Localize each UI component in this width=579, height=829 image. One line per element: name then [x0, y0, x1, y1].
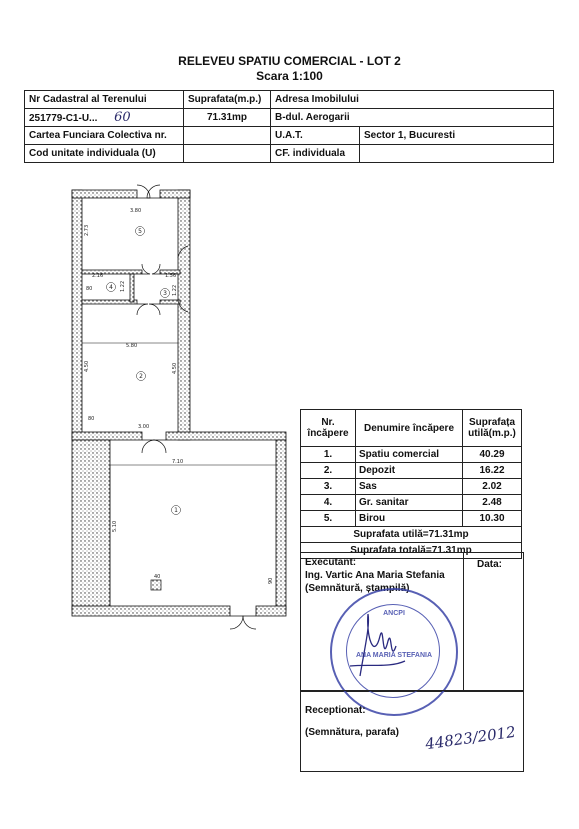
cadastral-value: 251779-C1-U...	[29, 113, 98, 124]
room-marker-2: 2	[139, 373, 143, 380]
unit-label: Cod unitate individuala (U)	[25, 145, 184, 163]
row-nr: 2.	[301, 463, 356, 479]
cf-individual-label: CF. individuala	[271, 145, 360, 163]
col-area-header: Suprafața utilă(m.p.)	[463, 410, 522, 447]
area-label: Suprafata(m.p.)	[184, 91, 271, 109]
area-value: 71.31mp	[184, 109, 271, 127]
room-marker-5: 5	[138, 228, 142, 235]
handwritten-number: 60	[114, 110, 131, 125]
dim-1-56: 1.56	[165, 273, 177, 279]
rooms-table	[300, 409, 522, 559]
unit-value-empty	[184, 145, 271, 163]
executant-label: Executant:	[305, 557, 357, 568]
stamp-text: ANCPI	[383, 610, 405, 617]
date-label: Data:	[477, 559, 503, 570]
dim-2-73: 2.73	[84, 224, 90, 236]
row-area: 16.22	[463, 463, 522, 479]
dim-5-10: 5.10	[112, 520, 118, 532]
dim-3-80: 3.80	[130, 208, 142, 214]
row-nr: 1.	[301, 447, 356, 463]
row-name: Spatiu comercial	[356, 447, 463, 463]
row-nr: 4.	[301, 495, 356, 511]
cadastral-label: Nr Cadastral al Terenului	[25, 91, 184, 109]
row-name: Depozit	[356, 463, 463, 479]
cf-label: Cartea Funciara Colectiva nr.	[25, 127, 184, 145]
document-title: RELEVEU SPATIU COMERCIAL - LOT 2	[178, 54, 401, 68]
dim-7-10: 7.10	[172, 459, 184, 465]
doors	[137, 185, 256, 629]
cf-value-empty	[184, 127, 271, 145]
dim-5-80: 5.80	[126, 343, 138, 349]
dim-1-22: 1.22	[120, 280, 126, 292]
receptionat-sign-note: (Semnătura, parafa)	[305, 727, 399, 738]
floor-plan	[0, 180, 300, 640]
executant-name: Ing. Vartic Ana Maria Stefania	[305, 570, 445, 581]
dim-90: 90	[268, 577, 274, 584]
cf-individual-value-empty	[360, 145, 554, 163]
column	[151, 580, 161, 590]
address-label: Adresa Imobilului	[271, 91, 554, 109]
property-info-table	[24, 90, 554, 163]
table-row	[301, 447, 522, 463]
col-nr-header: Nr. încăpere	[301, 410, 356, 447]
signature-scribble	[340, 606, 410, 686]
uat-label: U.A.T.	[271, 127, 360, 145]
dim-4-50-b: 4.50	[172, 362, 178, 374]
cadastral-value-cell	[25, 109, 184, 127]
handwritten-registration: 44823/2012	[424, 722, 517, 754]
row-area: 10.30	[463, 511, 522, 527]
room-marker-1: 1	[174, 507, 178, 514]
table-row	[301, 495, 522, 511]
table-row	[301, 479, 522, 495]
dim-2-16: 2.16	[92, 273, 104, 279]
receptionat-box	[300, 690, 524, 772]
dim-80-b: 80	[88, 416, 95, 422]
dim-3-00: 3.00	[138, 424, 150, 430]
row-nr: 3.	[301, 479, 356, 495]
table-row	[301, 511, 522, 527]
uat-value: Sector 1, Bucuresti	[360, 127, 554, 145]
room-marker-3: 3	[163, 290, 167, 297]
address-value: B-dul. Aerogarii	[271, 109, 554, 127]
executant-sign-note: (Semnătură, ștampilă)	[305, 583, 410, 594]
dim-4-50: 4.50	[84, 360, 90, 372]
receptionat-label: Receptionat:	[305, 705, 366, 716]
dim-1-22-b: 1.22	[172, 284, 178, 296]
row-name: Gr. sanitar	[356, 495, 463, 511]
stamp-name: ANA MARIA STEFANIA	[355, 652, 433, 659]
row-name: Birou	[356, 511, 463, 527]
document-scale: Scara 1:100	[256, 69, 323, 83]
total-area: Suprafata totală=71.31mp	[301, 543, 522, 559]
dim-40: 40	[154, 574, 161, 580]
room-marker-4: 4	[109, 284, 113, 291]
dim-80-a: 80	[86, 286, 93, 292]
table-row	[301, 463, 522, 479]
row-name: Sas	[356, 479, 463, 495]
col-name-header: Denumire încăpere	[356, 410, 463, 447]
total-useful-area: Suprafata utilă=71.31mp	[301, 527, 522, 543]
row-nr: 5.	[301, 511, 356, 527]
row-area: 2.48	[463, 495, 522, 511]
row-area: 2.02	[463, 479, 522, 495]
row-area: 40.29	[463, 447, 522, 463]
